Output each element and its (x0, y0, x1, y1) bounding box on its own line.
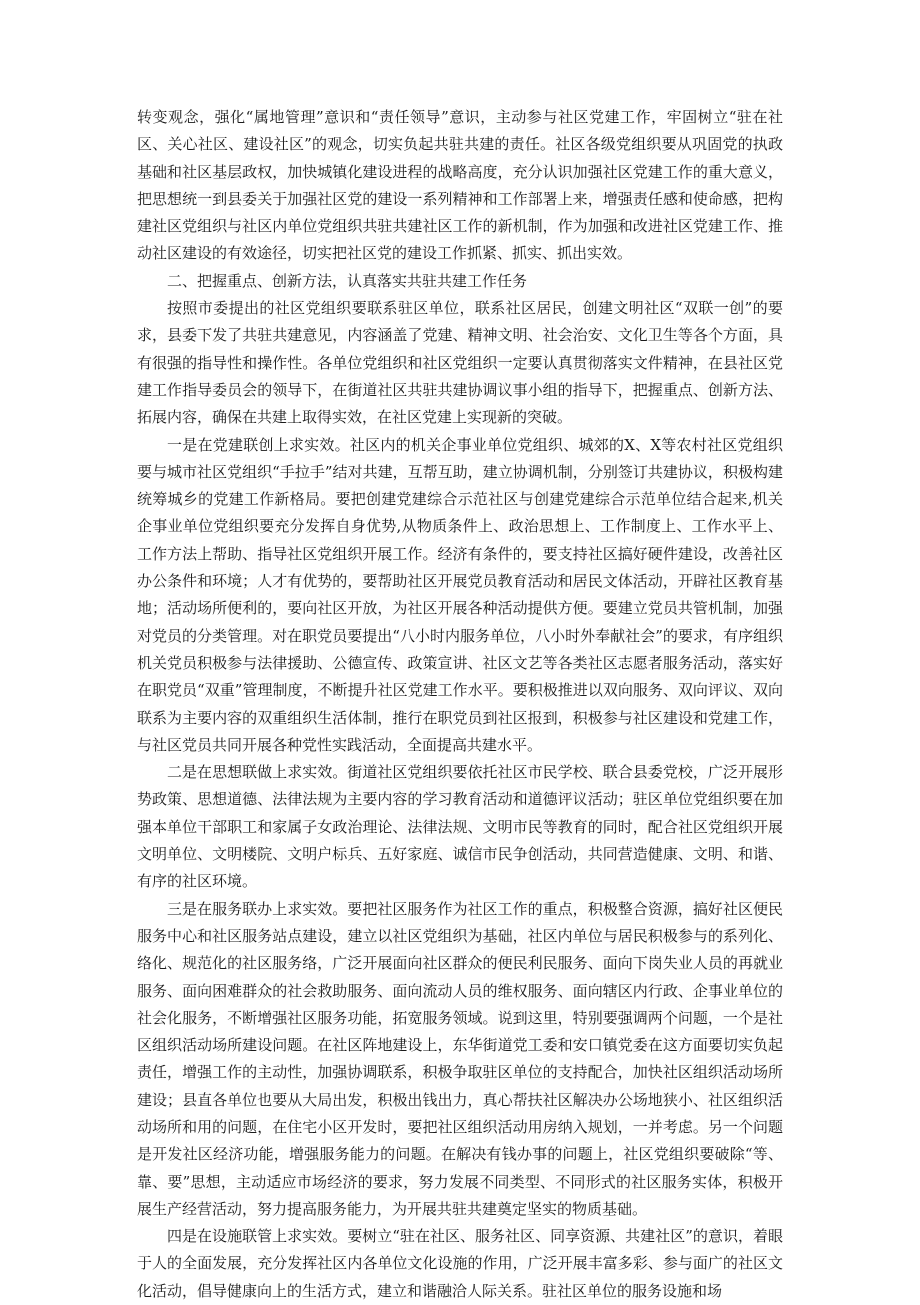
paragraph-ideology: 二是在思想联做上求实效。街道社区党组织要依托社区市民学校、联合县委党校，广泛开展形势政策、思想道德、法律法规为主要内容的学习教育活动和道德评议活动；驻区单位党组织要在加强本单位干部职工和家属子女政治理论、法律法规、文明市民等教育的同时，配合社区党组织开展文明单位、文明楼院、文明户标兵、五好家庭、诚信市民争创活动，共同营造健康、文明、和谐、有序的社区环境。 (137, 763, 783, 891)
section-heading-2: 二、把握重点、创新方法，认真落实共驻共建工作任务 (167, 271, 528, 290)
document-page (137, 104, 783, 1305)
paragraph-services: 三是在服务联办上求实效。要把社区服务作为社区工作的重点，积极整合资源，搞好社区便民服务中心和社区服务站点建设，建立以社区党组织为基础，社区内单位与居民积极参与的系列化、络化、规范化的社区服务络，广泛开展面向社区群众的便民利民服务、面向下岗失业人员的再就业服务、面向困难群众的社会救助服务、面向流动人员的维权服务、面向辖区内行政、企事业单位的社会化服务，不断增强社区服务功能，拓宽服务领域。说到这里，特别要强调两个问题，一个是社区组织活动场所建设问题。在社区阵地建设上，东华街道党工委和安口镇党委在这方面要切实负起责任，增强工作的主动性，加强协调联系，积极争取驻区单位的支持配合，加快社区组织活动场所建设；县直各单位也要从大局出发，积极出钱出力，真心帮扶社区解决办公场地狭小、社区组织活动场所和用的问题，在住宅小区开发时，要把社区组织活动用房纳入规划，一并考虑。另一个问题是开发社区经济功能，增强服务能力的问题。在解决有钱办事的问题上，社区党组织要破除“等、靠、要”思想，主动适应市场经济的要求，努力发展不同类型、不同形式的社区服务实体，积极开展生产经营活动，努力提高服务能力，为开展共驻共建奠定坚实的物质基础。 (137, 899, 783, 1218)
paragraph-facilities: 四是在设施联管上求实效。要树立“驻在社区、服务社区、同享资源、共建社区”的意识，着眼于人的全面发展，充分发挥社区内各单位文化设施的作用，广泛开展丰富多彩、参与面广的社区文化活动，倡导健康向上的生活方式，建立和谐融洽人际关系。驻社区单位的服务设施和场 (137, 1227, 783, 1300)
paragraph-party-building: 一是在党建联创上求实效。社区内的机关企事业单位党组织、城郊的X、X等农村社区党组织要与城市社区党组织“手拉手”结对共建，互帮互助，建立协调机制，分别签订共建协议，积极构建统筹城乡的党建工作新格局。要把创建党建综合示范社区与创建党建综合示范单位结合起来,机关企事业单位党组织要充分发挥自身优势,从物质条件上、政治思想上、工作制度上、工作水平上、工作方法上帮助、指导社区党组织开展工作。经济有条件的，要支持社区搞好硬件建设，改善社区办公条件和环境；人才有优势的，要帮助社区开展党员教育活动和居民文体活动，开辟社区教育基地；活动场所便利的，要向社区开放，为社区开展各种活动提供方便。要建立党员共管机制，加强对党员的分类管理。对在职党员要提出“八小时内服务单位，八小时外奉献社会”的要求，有序组织机关党员积极参与法律援助、公德宣传、政策宣讲、社区文艺等各类社区志愿者服务活动，落实好在职党员“双重”管理制度，不断提升社区党建工作水平。要积极推进以双向服务、双向评议、双向联系为主要内容的双重组织生活体制，推行在职党员到社区报到，积极参与社区建设和党建工作，与社区党员共同开展各种党性实践活动，全面提高共建水平。 (137, 435, 783, 754)
paragraph-requirements: 按照市委提出的社区党组织要联系驻区单位，联系社区居民，创建文明社区“双联一创”的要求，县委下发了共驻共建意见，内容涵盖了党建、精神文明、社会治安、文化卫生等各个方面，具有很强的指导性和操作性。各单位党组织和社区党组织一定要认真贯彻落实文件精神，在县社区党建工作指导委员会的领导下，在街道社区共驻共建协调议事小组的指导下，把握重点、创新方法、拓展内容，确保在共建上取得实效，在社区党建上实现新的突破。 (137, 299, 783, 427)
paragraph-continuation: 转变观念，强化“属地管理”意识和“责任领导”意识，主动参与社区党建工作，牢固树立“驻在社区、关心社区、建设社区”的观念，切实负起共驻共建的责任。社区各级党组织要从巩固党的执政基础和社区基层政权，加快城镇化建设进程的战略高度，充分认识加强社区党建工作的重大意义，把思想统一到县委关于加强社区党的建设一系列精神和工作部署上来，增强责任感和使命感，把构建社区党组织与社区内单位党组织共驻共建社区工作的新机制，作为加强和改进社区党建工作、推动社区建设的有效途径，切实把社区党的建设工作抓紧、抓实、抓出实效。 (137, 108, 783, 263)
